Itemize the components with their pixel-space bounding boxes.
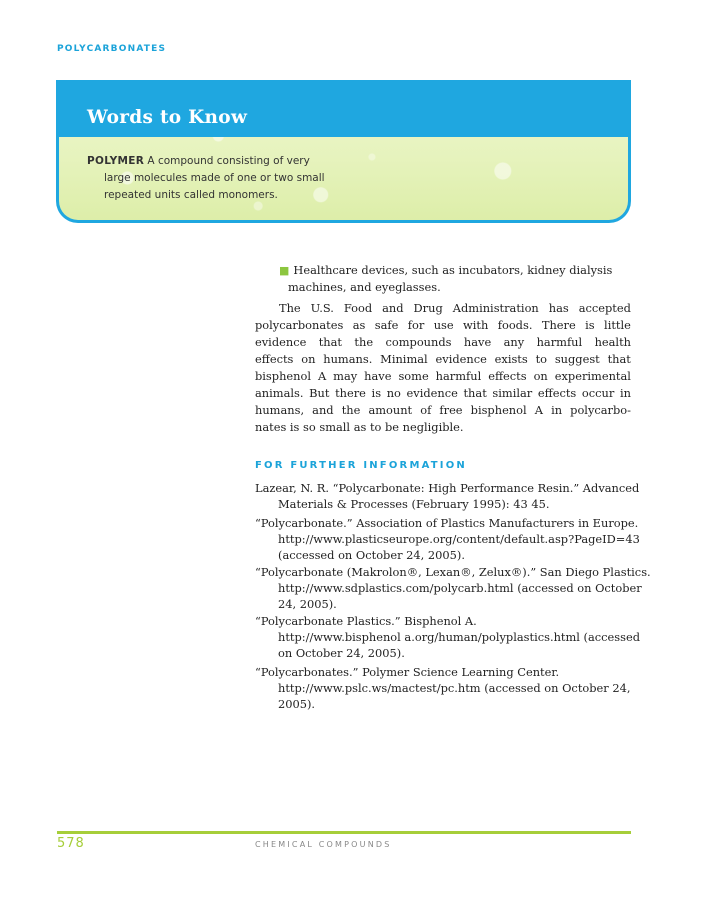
word: Minimal	[380, 352, 428, 366]
word: that	[463, 386, 487, 400]
paragraph-line: nates is so small as to be negligible.	[255, 420, 464, 434]
word: any	[503, 335, 525, 349]
word: health	[594, 335, 631, 349]
bullet-item	[279, 263, 612, 277]
word: the	[341, 403, 361, 417]
word: occur	[581, 386, 615, 400]
word: Drug	[413, 301, 443, 315]
word: There	[541, 318, 576, 332]
word: use	[433, 318, 454, 332]
glossary-entry	[87, 153, 347, 204]
word: with	[463, 318, 489, 332]
further-info-heading: FOR FURTHER INFORMATION	[255, 460, 467, 471]
word: the	[354, 335, 374, 349]
paragraph-line	[255, 368, 631, 384]
word: may	[333, 369, 358, 383]
word: polycarbonates	[255, 318, 344, 332]
word: that	[607, 352, 631, 366]
bullet-icon: ■	[279, 264, 290, 277]
word: bisphenol	[255, 369, 311, 383]
words-to-know-header	[59, 80, 628, 137]
reference-item	[255, 480, 640, 512]
word: and	[382, 301, 404, 315]
paragraph-line	[255, 385, 631, 401]
word: some	[398, 369, 429, 383]
word: humans.	[323, 352, 373, 366]
word: foods.	[497, 318, 533, 332]
reference-line: Lazear, N. R. “Polycarbonate: High Performance Resin.” Advanced	[255, 481, 640, 495]
word: in	[551, 403, 563, 417]
page-number: 578	[57, 836, 85, 851]
word: A	[317, 369, 327, 383]
word: as	[352, 318, 366, 332]
word: free	[439, 403, 463, 417]
glossary-line: repeated units called monomers.	[104, 189, 278, 201]
word: in	[619, 386, 631, 400]
word: suggest	[554, 352, 600, 366]
reference-line: on October 24, 2005).	[278, 646, 405, 660]
reference-line: http://www.bisphenol a.org/human/polyplastics.html (accessed	[278, 630, 641, 644]
words-to-know-box	[56, 80, 631, 223]
word: But	[309, 386, 330, 400]
reference-item	[255, 664, 631, 712]
paragraph-line	[255, 351, 631, 367]
paragraph-line	[255, 334, 631, 350]
word: of	[420, 403, 432, 417]
word: on	[533, 369, 548, 383]
word: U.S.	[310, 301, 334, 315]
running-head: POLYCARBONATES	[57, 44, 167, 54]
reference-line: 2005).	[278, 697, 316, 711]
paragraph-line	[255, 317, 631, 333]
word: compounds	[385, 335, 452, 349]
word: for	[407, 318, 425, 332]
reference-line: http://www.sdplastics.com/polycarb.html (accessed on October	[278, 581, 642, 595]
word: harmful	[536, 335, 583, 349]
word: accepted	[578, 301, 631, 315]
word: safe	[374, 318, 399, 332]
reference-line: http://www.pslc.ws/mactest/pc.htm (accessed on October 24,	[278, 681, 631, 695]
word: exists	[494, 352, 528, 366]
footer-rule	[57, 831, 631, 834]
word: that	[318, 335, 343, 349]
word: on	[301, 352, 316, 366]
bullet-text: Healthcare devices, such as incubators, kidney dialysis	[293, 263, 613, 277]
glossary-term: POLYMER	[87, 155, 145, 167]
word: evidence	[435, 352, 487, 366]
word: and	[312, 403, 334, 417]
word: evidence	[255, 335, 307, 349]
word: evidence	[406, 386, 458, 400]
word: there	[335, 386, 366, 400]
word: The	[279, 301, 301, 315]
word: animals.	[255, 386, 304, 400]
reference-line: 24, 2005).	[278, 597, 337, 611]
word: polycarbo-	[570, 403, 631, 417]
words-to-know-title: Words to Know	[87, 107, 248, 128]
word: has	[548, 301, 569, 315]
word: experimental	[554, 369, 631, 383]
reference-line: “Polycarbonate (Makrolon®, Lexan®, Zelux®).” San Diego Plastics.	[255, 565, 651, 579]
footer-book-title: CHEMICAL COMPOUNDS	[255, 840, 392, 849]
word: effects	[255, 352, 294, 366]
word: is	[585, 318, 595, 332]
word: little	[604, 318, 631, 332]
word: Food	[343, 301, 373, 315]
paragraph-line	[255, 402, 631, 418]
word: effects	[537, 386, 577, 400]
word: have	[463, 335, 492, 349]
word: A	[534, 403, 543, 417]
reference-line: “Polycarbonate Plastics.” Bisphenol A.	[255, 614, 477, 628]
word: harmful	[435, 369, 482, 383]
word: amount	[368, 403, 413, 417]
reference-line: (accessed on October 24, 2005).	[278, 548, 465, 562]
word: bisphenol	[470, 403, 527, 417]
word: Administration	[452, 301, 539, 315]
glossary-line	[87, 153, 347, 170]
reference-line: http://www.plasticseurope.org/content/default.asp?PageID=43	[278, 532, 640, 546]
word: effects	[488, 369, 527, 383]
reference-item	[255, 515, 640, 563]
reference-item	[255, 613, 641, 661]
word: have	[364, 369, 392, 383]
bullet-text-continued: machines, and eyeglasses.	[288, 280, 441, 294]
reference-line: “Polycarbonates.” Polymer Science Learning Center.	[255, 665, 560, 679]
word: no	[386, 386, 401, 400]
word: to	[535, 352, 547, 366]
glossary-definition: A compound consisting of very	[144, 155, 310, 167]
reference-item	[255, 564, 651, 612]
glossary-line: large molecules made of one or two small	[104, 172, 325, 184]
word: similar	[492, 386, 533, 400]
reference-line: “Polycarbonate.” Association of Plastics Manufacturers in Europe.	[255, 516, 639, 530]
word: is	[371, 386, 382, 400]
reference-line: Materials & Processes (February 1995): 43 45.	[278, 497, 550, 511]
word: humans,	[255, 403, 305, 417]
paragraph-line	[279, 300, 631, 316]
